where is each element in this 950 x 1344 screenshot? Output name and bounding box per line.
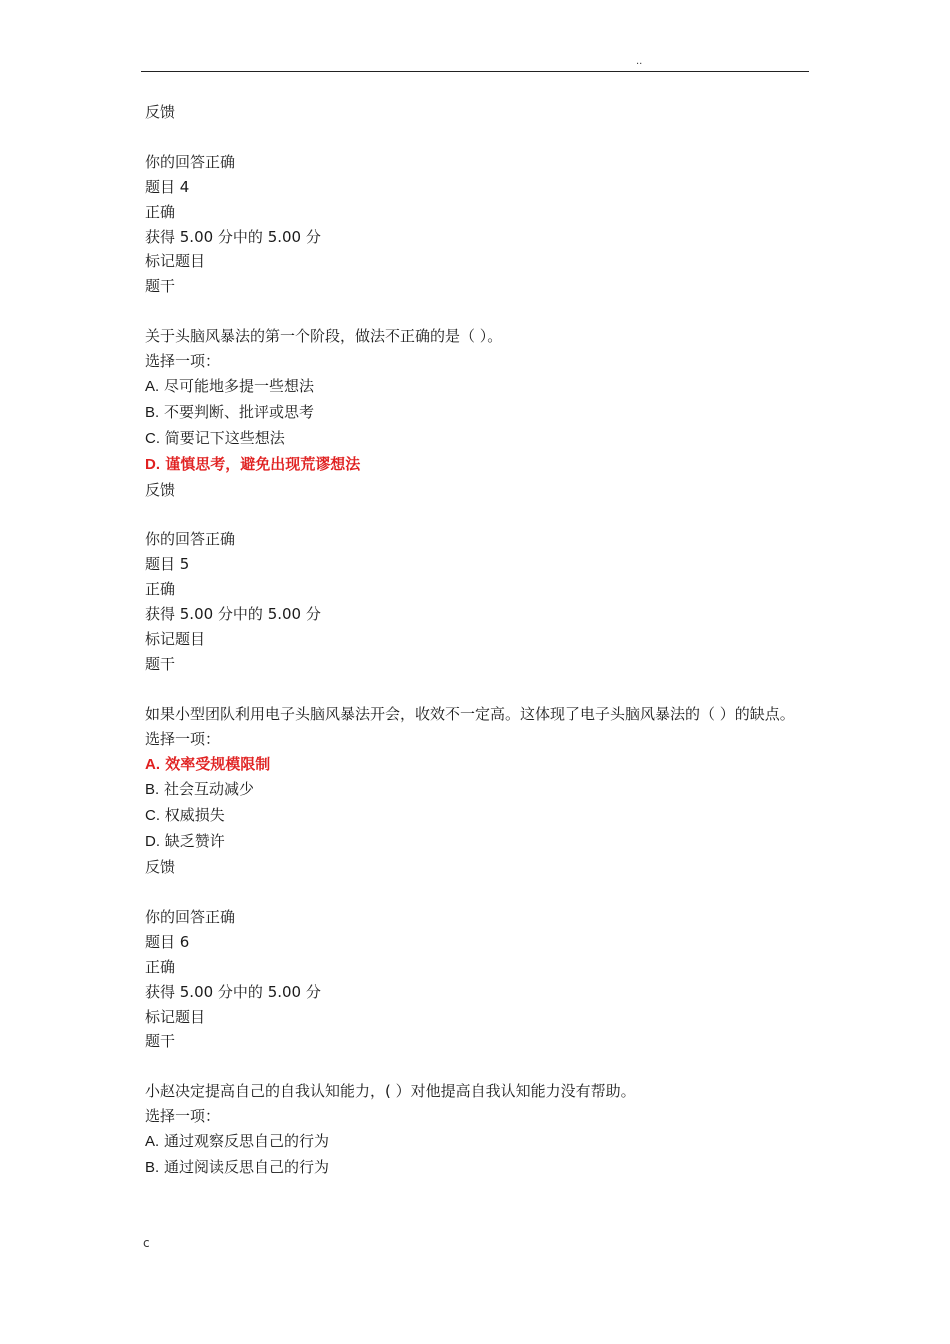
spacer	[145, 502, 813, 527]
question-text: 如果小型团队利用电子头脑风暴法开会，收效不一定高。这体现了电子头脑风暴法的（ ）的缺点。	[145, 704, 795, 723]
option-text: 缺乏赞许	[164, 832, 225, 851]
spacer	[145, 299, 813, 324]
feedback-label: 反馈	[145, 480, 176, 499]
question-number: 题目 6	[145, 932, 190, 951]
stem-label: 题干	[145, 277, 176, 296]
option-letter: C.	[145, 429, 160, 447]
option-letter: D.	[145, 455, 160, 473]
option-letter: B.	[145, 1158, 160, 1176]
feedback-label: 反馈	[145, 858, 176, 877]
spacer	[145, 677, 813, 702]
question-block-5	[145, 552, 813, 930]
answer-feedback: 你的回答正确	[145, 907, 236, 926]
question-block-4	[145, 175, 813, 553]
answer-feedback: 你的回答正确	[145, 152, 236, 171]
option-text: 效率受规模限制	[165, 754, 271, 773]
footer-mark: c	[143, 1236, 150, 1250]
question-status: 正确	[145, 202, 176, 221]
option-a-correct	[145, 752, 813, 778]
stem-label: 题干	[145, 1032, 176, 1051]
flag-question-link[interactable]: 标记题目	[145, 252, 206, 271]
option-text: 谨慎思考，避免出现荒谬想法	[165, 454, 361, 473]
option-d	[145, 829, 813, 855]
question-score: 获得 5.00 分中的 5.00 分	[145, 227, 321, 246]
option-text: 简要记下这些想法	[164, 428, 285, 447]
option-b	[145, 1155, 813, 1181]
spacer	[145, 125, 813, 150]
option-text: 权威损失	[164, 806, 225, 825]
choose-one-label: 选择一项：	[145, 1107, 221, 1126]
option-b	[145, 777, 813, 803]
spacer	[145, 880, 813, 905]
option-d-correct	[145, 452, 813, 478]
option-letter: D.	[145, 833, 160, 851]
option-text: 通过阅读反思自己的行为	[163, 1157, 329, 1176]
option-letter: A.	[145, 1133, 160, 1151]
option-c	[145, 426, 813, 452]
flag-question-link[interactable]: 标记题目	[145, 629, 206, 648]
question-text: 小赵决定提高自己的自我认知能力，( ）对他提高自我认知能力没有帮助。	[145, 1082, 636, 1101]
spacer	[145, 1054, 813, 1079]
stem-label: 题干	[145, 654, 176, 673]
option-letter: B.	[145, 403, 160, 421]
option-letter: A.	[145, 377, 160, 395]
question-score: 获得 5.00 分中的 5.00 分	[145, 605, 321, 624]
answer-feedback: 你的回答正确	[145, 530, 236, 549]
header-mark: ..	[636, 56, 643, 67]
header-rule	[141, 71, 809, 72]
option-a	[145, 1129, 813, 1155]
question-text: 关于头脑风暴法的第一个阶段，做法不正确的是（ ）。	[145, 327, 503, 346]
option-letter: A.	[145, 755, 160, 773]
option-b	[145, 400, 813, 426]
option-letter: C.	[145, 807, 160, 825]
option-text: 社会互动减少	[163, 780, 254, 799]
choose-one-label: 选择一项：	[145, 729, 221, 748]
option-text: 通过观察反思自己的行为	[163, 1132, 329, 1151]
question-score: 获得 5.00 分中的 5.00 分	[145, 982, 321, 1001]
option-c	[145, 803, 813, 829]
question-status: 正确	[145, 580, 176, 599]
feedback-label: 反馈	[145, 103, 176, 121]
question-status: 正确	[145, 957, 176, 976]
option-text: 不要判断、批评或思考	[163, 402, 314, 421]
question-number: 题目 4	[145, 177, 190, 196]
question-block-6	[145, 930, 813, 1181]
choose-one-label: 选择一项：	[145, 352, 221, 371]
option-text: 尽可能地多提一些想法	[163, 376, 314, 395]
quiz-review-content	[145, 100, 813, 1181]
flag-question-link[interactable]: 标记题目	[145, 1007, 206, 1026]
option-a	[145, 374, 813, 400]
question-number: 题目 5	[145, 555, 190, 574]
option-letter: B.	[145, 781, 160, 799]
